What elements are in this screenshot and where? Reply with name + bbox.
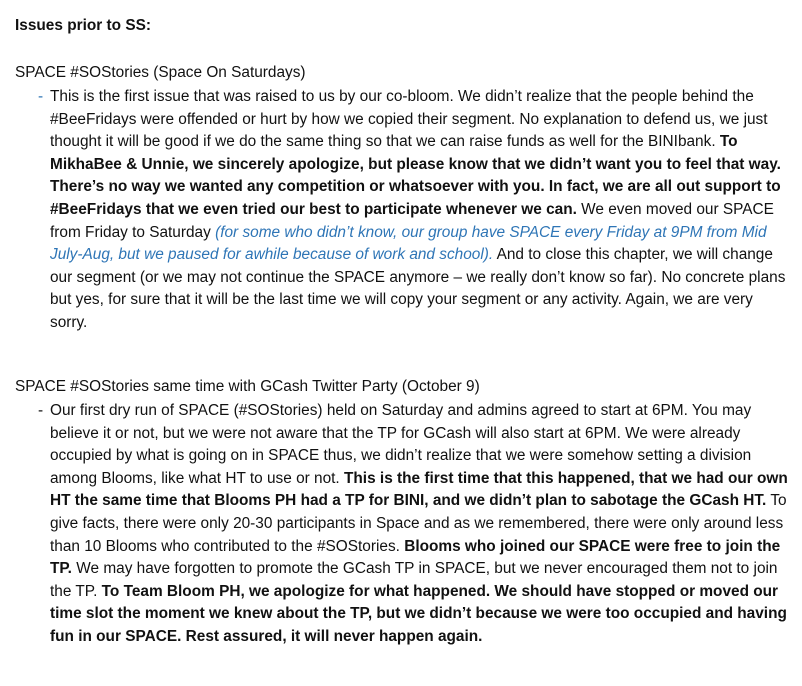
section-title-gcash-twitter-party: SPACE #SOStories same time with GCash Twitter Party (October 9) bbox=[15, 378, 480, 395]
paragraph-text: This is the first issue that was raised to us by our co-bloom. We didn’t realize that the people behind the #BeeFridays were offended or hurt by how we copied their segment. No explanation to defend us, we just thought it will be good if we do the same thing so that we can raise funds as well for the BINIbank. bbox=[50, 88, 768, 151]
section-paragraph-apology-beefridays bbox=[50, 86, 792, 335]
paragraph-text: We even moved our SPACE from Friday to Saturday bbox=[50, 200, 774, 241]
paragraph-text: To give facts, there were only 20-30 participants in Space and as we remembered, there were only around less than 10 Blooms who contributed to the #SOStories. bbox=[50, 492, 787, 555]
blue-italic-note: (for some who didn’t know, our group have SPACE every Friday at 9PM from Mid July-Aug, but we paused for awhile because of work and school). bbox=[50, 223, 767, 264]
bold-statement-text: This is the first time that this happened, that we had our own HT the same time that Blooms PH had a TP for BINI, and we didn’t plan to sabotage the GCash HT. bbox=[50, 469, 788, 510]
page-heading: Issues prior to SS: bbox=[15, 17, 151, 34]
section-title-space-sostories: SPACE #SOStories (Space On Saturdays) bbox=[15, 64, 306, 81]
list-bullet: - bbox=[38, 402, 44, 419]
paragraph-text: Our first dry run of SPACE (#SOStories) held on Saturday and admins agreed to start at 6PM. You may believe it or not, but we were not aware that the TP for GCash will also start at 6PM. We were already occupied by what is going on in SPACE thus, we didn’t realize that we were somehow setting a division among Blooms, like what HT to use or not. bbox=[50, 402, 752, 487]
paragraph-text: And to close this chapter, we will change our segment (or we may not continue the SPACE anymore – we really don’t know so far). No concrete plans but yes, for sure that it will be the last time we will copy your segment or any activity. Again, we are very sorry. bbox=[50, 246, 786, 331]
paragraph-text: We may have forgotten to promote the GCash TP in SPACE, but we never encouraged them not to join the TP. bbox=[50, 560, 778, 600]
bold-statement-text: Blooms who joined our SPACE were free to join the TP. bbox=[50, 537, 781, 578]
apology-bold-text: To MikhaBee & Unnie, we sincerely apologize, but please know that we didn’t want you to feel that way. There’s no way we wanted any competition or whatsoever with you. In fact, we are all out support to #BeeFridays that we even tried our best to participate whenever we can. bbox=[50, 133, 781, 218]
section-paragraph-gcash-apology bbox=[50, 400, 792, 649]
list-bullet: - bbox=[38, 88, 44, 105]
apology-bold-text: To Team Bloom PH, we apologize for what happened. We should have stopped or moved our time slot the moment we knew about the TP, but we didn’t because we were too occupied and having fun in our SPACE. Rest assured, it will never happen again. bbox=[50, 582, 787, 645]
